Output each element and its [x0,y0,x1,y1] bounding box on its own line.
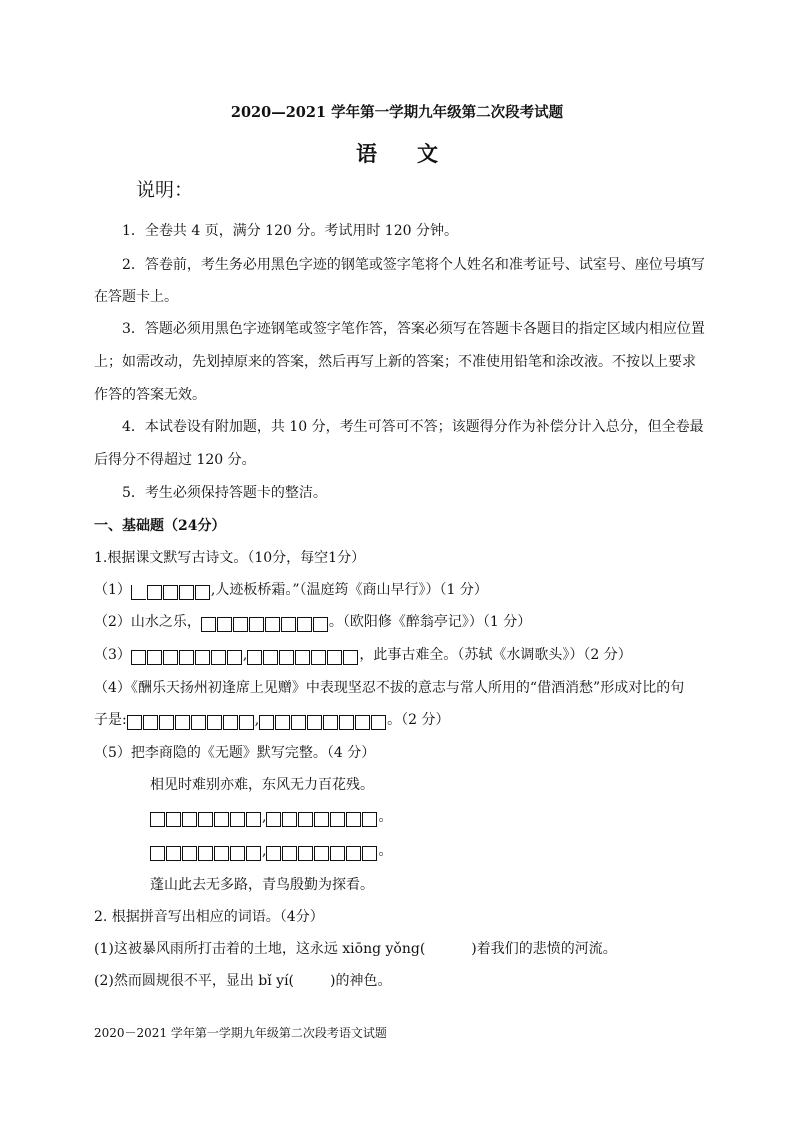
instruction-4: 4．本试卷设有附加题，共 10 分，考生可答可不答；该题得分作为补偿分计入总分，但全卷最 [122,419,704,435]
answer-boxes[interactable] [150,811,262,827]
instruction-3-cont2: 作答的答案无效。 [94,387,206,403]
q1-item3-prefix: （3） [94,647,131,663]
q1-item2-prefix: （2）山水之乐， [94,614,201,630]
poem-comma: , [262,843,267,859]
answer-boxes[interactable] [150,845,262,861]
answer-boxes[interactable] [131,649,243,665]
answer-boxes[interactable] [266,811,378,827]
q1-item1 [94,579,488,600]
section-heading: 一、基础题（24分） [94,518,226,534]
instruction-3: 3．答题必须用黑色字迹钢笔或签字笔作答，答案必须写在答题卡各题目的指定区域内相应位置 [122,321,705,337]
subject-title: 语文 [356,141,478,166]
q2-item2 [94,970,392,990]
instruction-2-cont: 在答题卡上。 [94,289,178,305]
answer-boxes[interactable] [131,584,211,600]
poem-end: 。 [378,809,393,825]
q1-item4-suffix: 。（2 分） [387,712,450,728]
q2-item2-suffix: )的神色。 [330,973,392,989]
instruction-2: 2．答卷前，考生务必用黑色字迹的钢笔或签字笔将个人姓名和准考证号、试室号、座位号填写 [122,257,705,273]
answer-boxes[interactable] [247,649,359,665]
q2-item1-suffix: )着我们的悲愤的河流。 [471,941,617,957]
poem-comma: , [262,809,267,825]
poem-line-1: 相见时难别亦难，东风无力百花残。 [150,777,374,793]
page-footer: 2020－2021 学年第一学期九年级第二次段考语文试题 [94,1026,387,1040]
instruction-3-cont1: 上；如需改动，先划掉原来的答案，然后再写上新的答案；不准使用铅笔和涂改液。不按以上要求 [94,354,696,370]
q1-item3-comma: , [242,647,248,663]
answer-boxes[interactable] [266,845,378,861]
answer-boxes[interactable] [127,714,255,730]
answer-boxes[interactable] [259,714,387,730]
instruction-1: 1．全卷共 4 页，满分 120 分。考试用时 120 分钟。 [122,223,458,239]
exam-title: 2020—2021 学年第一学期九年级第二次段考试题 [230,104,564,121]
q1-item1-suffix: ,人迹板桥霜。”（温庭筠《商山早行》）（1 分） [210,582,488,598]
q2-item1 [94,938,617,958]
q1-item5-stem: （5）把李商隐的《无题》默写完整。（4 分） [94,745,376,761]
q1-item4-line2 [94,709,450,730]
poem-line-3 [150,840,392,861]
q1-item2-suffix: 。（欧阳修《醉翁亭记》）（1 分） [328,614,532,630]
q2-stem: 2. 根据拼音写出相应的词语。（4分） [94,909,324,925]
q1-item3 [94,644,632,665]
q1-item3-suffix: ，此事古难全。（苏轼《水调歌头》）（2 分） [359,647,632,663]
poem-line-4: 蓬山此去无多路，青鸟殷勤为探看。 [150,877,374,893]
q1-item4-comma: , [254,712,260,728]
answer-boxes[interactable] [201,616,329,632]
instruction-5: 5．考生必须保持答题卡的整洁。 [122,485,327,501]
q2-item1-prefix: (1)这被暴风雨所打击着的土地，这永远 xiōng yǒng( [94,941,426,957]
q1-stem: 1.根据课文默写古诗文。（10分，每空1分） [94,550,366,566]
q1-item4-line1: （4）《酬乐天扬州初逢席上见赠》中表现坚忍不拔的意志与常人所用的“借酒消愁”形成对比的句 [94,680,685,696]
poem-end: 。 [378,843,393,859]
instructions-heading: 说明： [136,179,194,201]
q1-item2 [94,611,531,632]
poem-line-2 [150,806,392,827]
q2-item2-prefix: (2)然而圆规很不平，显出 bǐ yí( [94,973,295,989]
instruction-4-cont: 后得分不得超过 120 分。 [94,452,256,468]
q1-item4-prefix: 子是: [94,712,127,728]
q1-item1-prefix: （1） [94,582,131,598]
